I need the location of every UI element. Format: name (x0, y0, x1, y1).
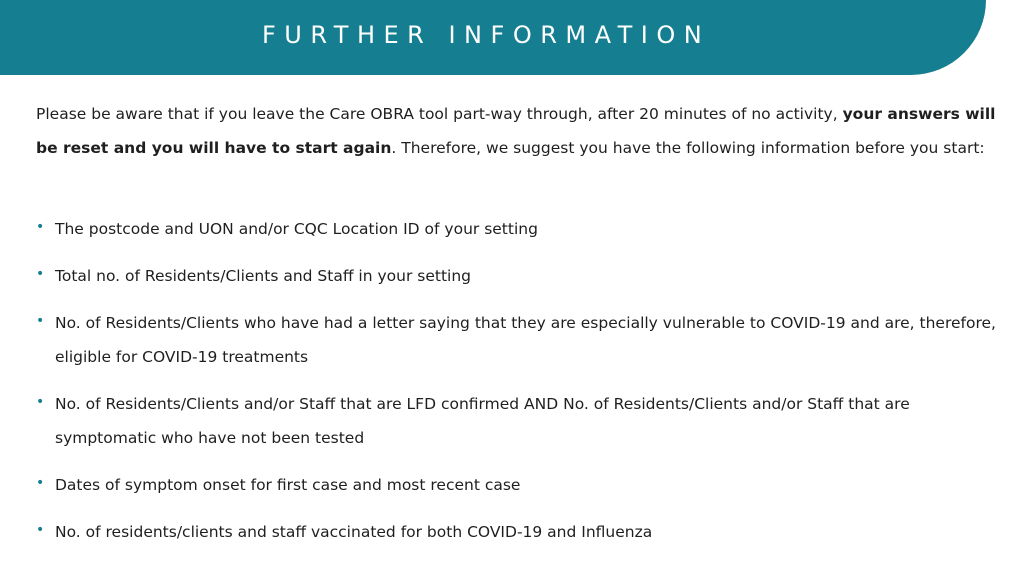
bullet-dot-icon: • (36, 394, 45, 410)
bullet-text: Total no. of Residents/Clients and Staff in your setting (55, 267, 472, 285)
intro-text-end: . Therefore, we suggest you have the following information before you start: (391, 139, 985, 157)
intro-paragraph (36, 97, 996, 165)
bullet-text: No. of Residents/Clients and/or Staff that are LFD confirmed AND No. of Residents/Clients and/or Staff that are symptomatic who have not been tested (55, 395, 910, 447)
bullet-dot-icon: • (36, 522, 45, 538)
page-title: FURTHER INFORMATION (262, 21, 711, 49)
bullet-dot-icon: • (36, 313, 45, 329)
bullet-item (36, 515, 996, 549)
bullet-text: Dates of symptom onset for first case and most recent case (55, 476, 521, 494)
intro-text-start: Please be aware that if you leave the Care OBRA tool part-way through, after 20 minutes of no activity, (36, 105, 838, 123)
bullet-item (36, 387, 996, 455)
info-bullet-list (36, 212, 996, 562)
bullet-dot-icon: • (36, 475, 45, 491)
intro-warning-bold: your answers will be reset and you will have to start again (36, 105, 996, 157)
bullet-item (36, 259, 996, 293)
bullet-dot-icon: • (36, 219, 45, 235)
bullet-text: No. of residents/clients and staff vaccinated for both COVID-19 and Influenza (55, 523, 653, 541)
bullet-text: The postcode and UON and/or CQC Location ID of your setting (55, 220, 538, 238)
bullet-dot-icon: • (36, 266, 45, 282)
bullet-item (36, 306, 996, 374)
bullet-item (36, 468, 996, 502)
bullet-text: No. of Residents/Clients who have had a letter saying that they are especially vulnerable to COVID-19 and are, therefore, eligible for COVID-19 treatments (55, 314, 996, 366)
bullet-item (36, 212, 996, 246)
